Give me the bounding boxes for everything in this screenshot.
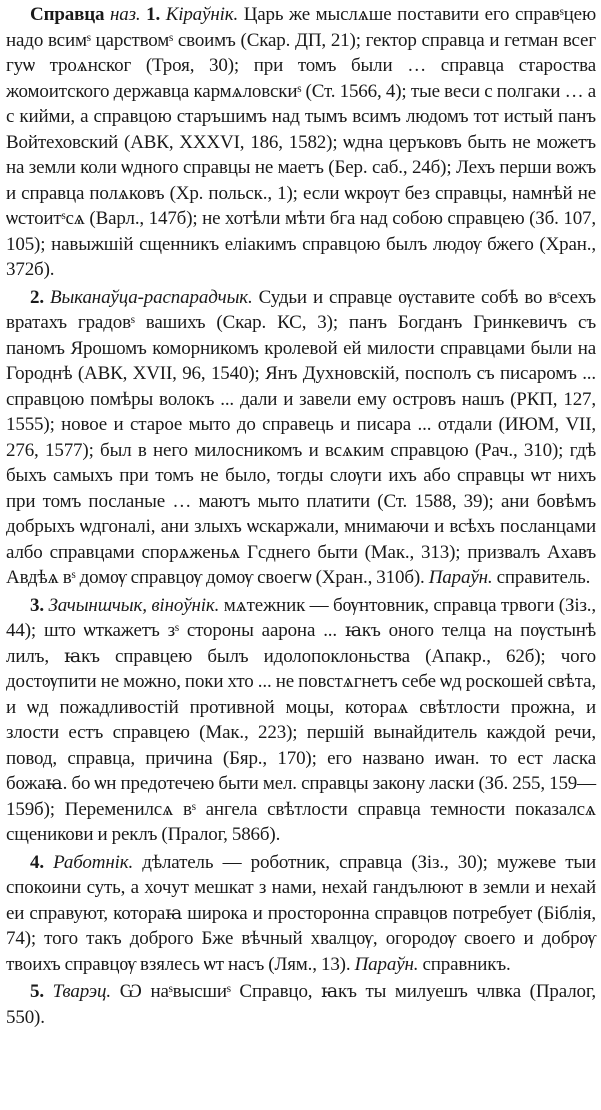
- sense-paragraph-3: [6, 593, 596, 848]
- sense-gloss: Тварэц.: [52, 981, 111, 1002]
- parallel-label: Параўн.: [354, 953, 419, 975]
- sense-gloss: Работнік.: [53, 851, 134, 873]
- sense-paragraph-1: [6, 2, 596, 283]
- sense-number: 5.: [30, 981, 44, 1002]
- sense-gloss: Выканаўца-распарадчык.: [50, 286, 253, 308]
- headword: Справца: [30, 4, 105, 25]
- parallel-ref: справитель.: [496, 567, 591, 588]
- parallel-ref: справникъ.: [422, 953, 511, 975]
- dictionary-entry: [6, 2, 596, 1030]
- sense-number: 1.: [146, 4, 161, 25]
- part-of-speech: наз.: [110, 4, 141, 25]
- sense-text: Царь же мыслѧше поставити его справˢцею надо всимˢ царствомˢ своимъ (Скар. ДП, 21); гектор справца и гетман всег гуѡ троѧнског (Троя, 30); при томъ были … справца староства жомоитского державца кармѧловскиˢ (Ст. 1566, 4); тые веси с полгаки … а с кийми, а справцою старъшимъ над тымъ всимъ людомъ тот истый панъ Войтеховский (АВК, XXXVI, 186, 1582); ѡдна церъковъ быть не можетъ на земли коли ѡдного справцы не маетъ (Бер. саб., 24б); Лехъ перши вожъ и справца полѧковъ (Хр. польск., 1); если ѡкрѹт без справцы, намнѣй не ѡстоитˢсѧ (Варл., 147б); не хотѣли мѣти бга над собою справцею (Зб. 107, 105); навыжшій сщенникъ еліакимъ справцою былъ людѹ бжего (Хран., 372б).: [6, 4, 597, 280]
- sense-number: 4.: [30, 851, 44, 873]
- parallel-label: Параўн.: [428, 567, 493, 588]
- sense-number: 2.: [30, 286, 44, 308]
- sense-text: Судьи и справце ѹставите собѣ во вˢсехъ вратахъ градовˢ вашихъ (Скар. КС, 3); панъ Богданъ Гринкевичъ съ паномъ Ярошомъ коморникомъ кролевой ей милости справцами были на Городнѣ (АВК, XVII, 96, 1540); Янъ Духновскій, посполъ съ писаромъ ... справцою помѣры волокъ ... дали и завели ему островъ нашъ (РКП, 127, 1555); новое и старое мыто до справець и писара ... отдали (ИЮМ, VII, 276, 1577); был в него милосникомъ и всѧким справцою (Рач., 310); гдѣ быхъ самыхъ при томъ не было, тогды слѹги ихъ або справцы ѡт нихъ при томъ посланые … маютъ мыто платити (Ст. 1588, 39); ани бовѣмъ добрыхъ ѡдгоналі, ани злыхъ ѡскаржали, мнимаючи и всѣхъ посланцами албо справцами спорѧженьѧ Гсднего быти (Мак., 313); призвалъ Ахавъ Авдѣѧ вˢ домѹ справцѹ домѹ своегѡ (Хран., 310б).: [6, 286, 596, 588]
- sense-paragraph-2: [6, 285, 596, 591]
- sense-text: Ѡ наˢвысшиˢ Справцо, ꙗкъ ты милуешъ члвка (Пралог, 550).: [6, 981, 596, 1028]
- sense-gloss: Зачыншчык, віноўнік.: [48, 594, 220, 616]
- sense-gloss: Кіраўнік.: [165, 4, 239, 25]
- sense-paragraph-4: [6, 850, 596, 978]
- sense-text: мѧтежник — бѹнтовник, справца трвоги (Зіз., 44); што ѡткажетъ зˢ стороны аарона ... ꙗкъ оного телца на пѹстынѣ лилъ, ꙗкъ справцею былъ идолопоклоньства (Апакр., 62б); чого достѹпити не можно, поки хто ... не повстѧгнетъ себе ѡд роскошей свѣта, и ѡд пожадливостій противной моцы, котораѧ свѣтлости прожна, и злости естъ справцею (Мак., 223); першій вынайдитель каждой речи, повод, справца, причина (Бяр., 170); его названо иѡан. то ест ласка божаꙗ. бо ѡн предотечею быти мел. справцы закону ласки (Зб. 255, 159—159б); Переменилсѧ вˢ ангела свѣтлости справца темности показалсѧ сщеникови и реклъ (Пралог, 586б).: [6, 594, 596, 845]
- sense-number: 3.: [30, 594, 44, 616]
- sense-paragraph-5: [6, 979, 596, 1030]
- sense-text: дѣлатель — роботник, справца (Зіз., 30); мужеве тыи спокоини суть, а хочут мешкат з нами, нехай гандълюют в земли и нехай еи справуют, котораꙗ широка и простороннa справцов потребует (Біблія, 74); того такъ доброго Бже вѣчный хвалцѹ, огородѹ своего и добрѹ твоихъ справцѹ взялесь ѡт насъ (Лям., 13).: [6, 851, 596, 975]
